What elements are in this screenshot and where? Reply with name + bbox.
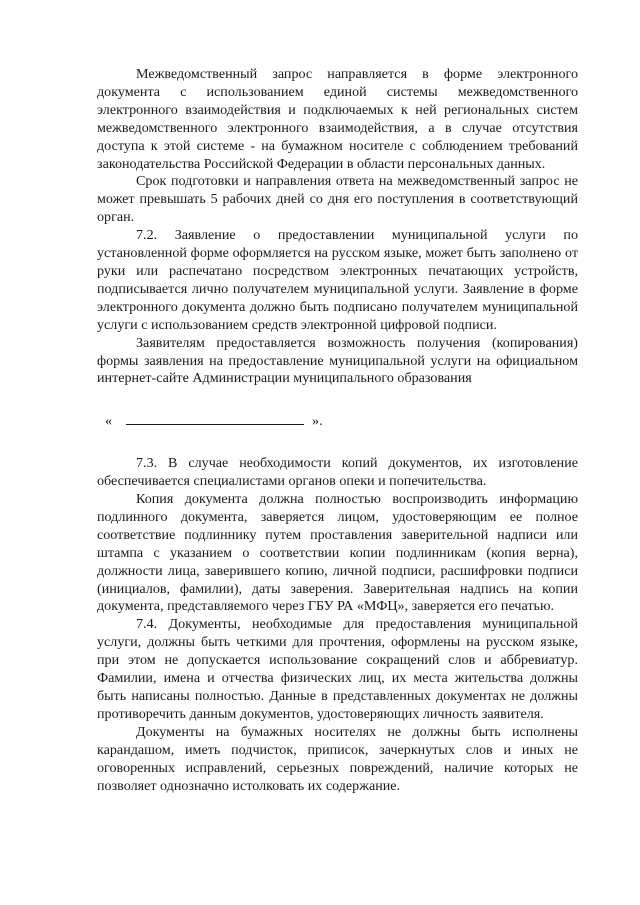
open-quote: « [105, 413, 113, 430]
blank-underline [126, 412, 304, 425]
paragraph-response-deadline: Срок подготовки и направления ответа на межведомственный запрос не может превышать 5 рабочих дней со дня его поступления в соответствующий орган. [97, 173, 578, 226]
blank-fill-line [105, 412, 578, 431]
paragraph-form-availability: Заявителям предоставляется возможность получения (копирования) формы заявления на предоставление муниципальной услуги на официальном интернет-сайте Администрации муниципального образования [97, 334, 578, 387]
paragraph-paper-documents: Документы на бумажных носителях не должны быть исполнены карандашом, иметь подчисток, приписок, зачеркнутых слов и иных не оговоренных исправлений, серьезных повреждений, наличие которых не позволяет однозначно истолковать их содержание. [97, 723, 578, 794]
spacer [97, 388, 578, 412]
document-body [97, 66, 578, 795]
paragraph-7-4: 7.4. Документы, необходимые для предоставления муниципальной услуги, должны быть четкими для прочтения, оформлены на русском языке, при этом не допускается использование сокращений слов и аббревиатур. Фамилии, имена и отчества физических лиц, их места жительства должны быть написаны полностью. Данные в представленных документах не должны противоречить данным документов, удостоверяющих личность заявителя. [97, 616, 578, 722]
paragraph-7-3: 7.3. В случае необходимости копий документов, их изготовление обеспечивается специалистами органов опеки и попечительства. [97, 455, 578, 490]
paragraph-interagency-request: Межведомственный запрос направляется в форме электронного документа с использованием единой системы межведомственного электронного взаимодействия и подключаемых к ней региональных систем межведомственного электронного взаимодействия, а в случае отсутствия доступа к этой системе - на бумажном носителе с соблюдением требований законодательства Российской Федерации в области персональных данных. [97, 66, 578, 172]
paragraph-copy-certification: Копия документа должна полностью воспроизводить информацию подлинного документа, заверяется лицом, удостоверяющим ее полное соответствие подлиннику путем проставления заверительной надписи или штампа с указанием о соответствии копии подлинникам (копия верна), должности лица, заверившего копию, личной подписи, расшифровки подписи (инициалов, фамилии), даты заверения. Заверительная надпись на копии документа, представляемого через ГБУ РА «МФЦ», заверяется его печатью. [97, 491, 578, 615]
close-quote: ». [312, 413, 323, 430]
paragraph-7-2: 7.2. Заявление о предоставлении муниципальной услуги по установленной форме оформляется на русском языке, может быть заполнено от руки или распечатано посредством электронных печатающих устройств, подписывается лично получателем муниципальной услуги. Заявление в форме электронного документа должно быть подписано получателем муниципальной услуги с использованием средств электронной цифровой подписи. [97, 227, 578, 333]
spacer [97, 431, 578, 455]
